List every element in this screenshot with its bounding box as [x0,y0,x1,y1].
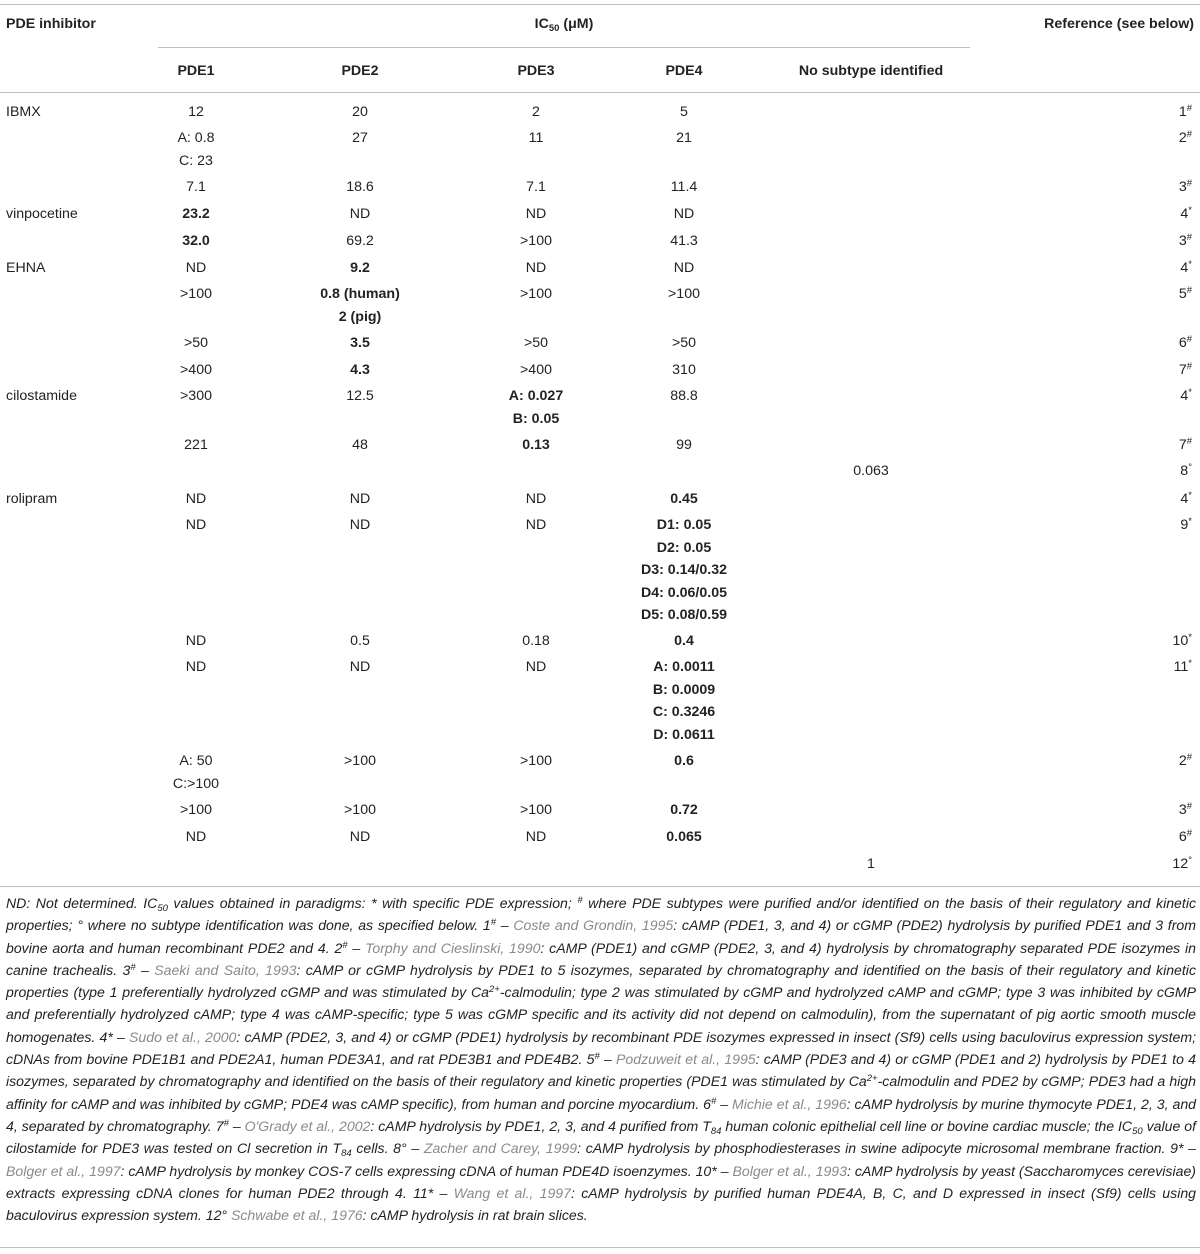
cell-value: C: 0.3246 [652,704,716,720]
header-col-pde1: PDE1 [177,63,215,79]
citation-link[interactable]: Bolger et al., 1993 [732,1162,847,1179]
reference-mark: # [1186,232,1192,243]
reference-cell [1179,283,1192,306]
cell-pde3 [520,750,552,773]
inhibitor-name: rolipram [6,491,58,507]
footnote-text: : cAMP hydrolysis by murine thymocyte PDE1, 2, 3, and 4, separated by chromatography. 7 [6,1095,1197,1134]
cell-value: 27 [352,130,368,146]
reference-cell [1179,332,1192,355]
cell-pde3 [520,283,552,306]
footnote-text: # [342,939,348,951]
cell-value: 69.2 [346,233,374,249]
cell-pde1 [180,385,212,408]
cell-value: 0.065 [666,829,702,845]
footnote-text: : cAMP (PDE2, 3, and 4) or cGMP (PDE1) hydrolysis by recombinant PDE isozymes expressed in insect (Sf9) cells using baculovirus expression system; cDNAs from bovine PDE1B1 and PDE2A1, human PDE3A1, and rat PDE3B1 and PDE4B2. 5 [6,1028,1197,1068]
cell-value: ND [349,829,371,845]
reference-mark: * [1188,658,1192,669]
cell-pde2 [350,203,371,226]
reference-number: 11 [1173,659,1189,675]
cell-pde3 [520,799,552,822]
cell-value: A: 0.0011 [653,659,715,675]
cell-pde3 [526,257,547,280]
table-bottom-rule [0,886,1200,887]
footnote-text: # [130,961,136,973]
cell-value: 0.063 [853,463,889,479]
cell-value: D3: 0.14/0.32 [641,562,727,578]
footnote-text: : cAMP (PDE1) and cGMP (PDE2, 3, and 4) hydrolysis by chromatography separated PDE isozymes in canine trachealis. 3 [6,939,1197,978]
reference-number: 9 [1180,517,1189,533]
reference-number: 4 [1180,206,1189,222]
footnote-text: 2+ [866,1073,878,1085]
cell-pde4 [672,359,696,382]
reference-cell [1180,460,1192,483]
reference-cell [1179,359,1192,382]
footnote-text: 84 [341,1148,352,1160]
cell-value: ND [349,491,371,507]
cell-nosub [853,460,889,483]
cell-value: D: 0.0611 [653,726,715,743]
inhibitor-name: vinpocetine [6,206,78,222]
cell-pde4 [668,283,700,306]
cell-value: >400 [180,362,212,378]
cell-pde1 [180,799,212,822]
cell-value: ND [185,260,207,276]
cell-value: 7.1 [186,179,206,195]
cell-value: >100 [520,753,552,769]
cell-value: >100 [668,286,700,302]
cell-pde1 [180,359,212,382]
cell-value: ND [525,829,547,845]
footnote-text: : cAMP hydrolysis by yeast (Saccharomyces cerevisiae) extracts expressing cDNA clones for human PDE2 through 4. 11* – [6,1162,1196,1201]
footnote-text: : cAMP hydrolysis in rat brain slices. [362,1207,588,1224]
cell-nosub [867,853,875,876]
cell-pde3 [524,332,548,355]
cell-value: ND [349,517,371,533]
cell-value: 1 [867,856,875,872]
cell-value: B: 0.05 [512,410,560,427]
cell-value: ND [525,491,547,507]
reference-cell [1179,799,1192,822]
cell-pde1 [182,203,210,226]
cell-pde4 [676,127,692,150]
cell-value: >50 [671,335,697,351]
footnote-text: : cAMP hydrolysis by monkey COS-7 cells expressing cDNA of human PDE4D isoenzymes. 10* – [120,1162,733,1179]
reference-number: 6 [1178,829,1187,845]
cell-value: 4.3 [350,362,370,378]
cell-value: 18.6 [346,179,374,195]
cell-value: 7.1 [526,179,546,195]
cell-pde3 [532,101,540,124]
reference-mark: # [1186,801,1192,812]
footnote-text: human colonic epithelial cell line or bovine cardiac muscle; the IC [721,1117,1133,1134]
cell-value: ND [525,659,547,675]
reference-number: 4 [1180,388,1189,404]
cell-pde3 [526,488,547,511]
inhibitor-name: EHNA [6,260,46,276]
cell-pde1 [186,176,206,199]
reference-cell [1180,385,1192,408]
footnote-text: – [347,939,366,956]
footnote-text: – [228,1117,245,1134]
cell-pde4 [680,101,688,124]
header-ic50: $IC_{50}$ (μM) [534,16,594,34]
citation-link[interactable]: Saeki and Saito, 1993 [154,961,297,978]
cell-pde2 [344,799,376,822]
cell-value: >50 [183,335,209,351]
cell-value: ND [185,517,207,533]
reference-number: 3 [1178,233,1187,249]
reference-number: 2 [1178,130,1187,146]
cell-value: 11.4 [670,179,698,195]
reference-cell [1179,434,1192,457]
cell-value: D5: 0.08/0.59 [641,607,727,623]
cell-pde4 [674,630,694,653]
cell-pde4 [666,826,702,849]
cell-value: ND [349,206,371,222]
cell-pde3 [526,203,547,226]
reference-cell [1180,257,1192,280]
reference-mark: # [1186,334,1192,345]
cell-value: >100 [180,802,212,818]
reference-mark: * [1188,259,1192,270]
reference-cell [1179,127,1192,150]
cell-pde1 [177,127,214,172]
citation-link[interactable]: Bolger et al., 1997 [6,1162,121,1179]
reference-mark: # [1186,178,1192,189]
cell-pde1 [184,332,208,355]
cell-pde1 [186,630,207,653]
reference-number: 3 [1178,802,1187,818]
cell-value: >100 [520,233,552,249]
cell-value: A: 0.027 [508,388,564,404]
footnote-text: : cAMP (PDE3 and 4) or cGMP (PDE1 and 2) hydrolysis by PDE1 to 4 isozymes, separated by chromatography and identified on the basis of their regulatory and kinetic properties (PDE1 was stimulated by Ca [6,1051,1196,1090]
reference-number: 1 [1178,104,1187,120]
reference-mark: * [1188,205,1192,216]
cell-value: 41.3 [670,233,698,249]
cell-value: 221 [184,437,208,453]
reference-number: 4 [1180,260,1189,276]
cell-value: ND [349,659,371,675]
footnote-text: value of cilostamide for PDE3 was tested on Cl secretion in T [6,1117,1196,1157]
cell-value: A: 0.8 [177,130,215,146]
footnote-text: ND: Not determined. IC [6,895,158,911]
reference-number: 3 [1178,179,1187,195]
reference-mark: # [1186,436,1192,447]
cell-value: >100 [520,286,552,302]
footnote-text: : cAMP hydrolysis by phosphodiesterases in swine adipocyte microsomal membrane fraction. 9* – [577,1140,1196,1157]
cell-value: 310 [672,362,696,378]
cell-value: 12 [188,104,204,120]
cell-value: 0.5 [350,633,370,649]
cell-pde4 [670,799,698,822]
cell-value: D2: 0.05 [656,539,712,556]
cell-pde4 [670,488,698,511]
footnote-text: cells. 8° – [351,1140,424,1157]
reference-cell [1173,630,1192,653]
cell-value: >100 [344,753,376,769]
cell-pde1 [173,750,219,795]
reference-cell [1179,750,1192,773]
reference-cell [1180,514,1192,537]
reference-mark: # [1186,361,1192,372]
cell-value: 32.0 [182,233,210,249]
header-bottom-rule [0,92,1200,93]
cell-pde4 [670,385,698,408]
cell-pde1 [180,283,212,306]
cell-pde3 [522,434,550,457]
reference-number: 12 [1172,856,1189,872]
footnote-text: 50 [1132,1125,1143,1137]
cell-pde3 [526,514,547,537]
header-reference: Reference (see below) [1044,16,1194,32]
cell-pde1 [182,230,210,253]
cell-pde2 [350,656,371,679]
ic50-header-rule [158,47,970,48]
cell-pde2 [346,230,374,253]
footnote-bottom-rule [0,1247,1200,1248]
reference-mark: ° [1188,462,1192,473]
footnote-text: : cAMP or cGMP hydrolysis by PDE1 to 5 isozymes, separated by chromatography and identified on the basis of their regulatory and kinetic properties (type 1 preferentially hydrolyzed cGMP and was stimulated by Ca [6,961,1196,1001]
cell-pde3 [520,230,552,253]
cell-value: ND [673,260,695,276]
cell-value: 21 [676,130,692,146]
cell-pde4 [670,230,698,253]
reference-number: 7 [1178,437,1187,453]
cell-pde2 [350,514,371,537]
header-pde-inhibitor: PDE inhibitor [6,16,96,32]
citation-link[interactable]: Wang et al., 1997 [453,1184,571,1201]
header-col-pde3: PDE3 [517,63,555,79]
reference-mark: # [1186,103,1192,114]
footnote-text: : cAMP (PDE1, 3, and 4) or cGMP (PDE2) hydrolysis by purified PDE1 and 3 from bovine aorta and human recombinant PDE2 and 4. 2 [6,917,1196,956]
reference-mark: # [1186,828,1192,839]
cell-value: 99 [676,437,692,453]
cell-value: B: 0.0009 [652,681,716,698]
footnote-text: 2+ [488,984,500,996]
cell-value: 3.5 [350,335,370,351]
cell-pde4 [674,257,695,280]
footnote-text: – [135,961,155,978]
cell-value: 2 (pig) [338,308,382,325]
cell-value: 23.2 [182,206,210,222]
table-top-rule [0,4,1200,5]
cell-value: >50 [523,335,549,351]
cell-pde2 [350,826,371,849]
cell-value: C: 23 [179,152,213,169]
footnote-text: where PDE subtypes were purified and/or identified on the basis of their regulatory and kinetic properties; ° where no subtype identification was done, as specified below. 1 [6,895,1196,934]
header-col-no-subtype: No subtype identified [798,63,944,79]
cell-pde4 [672,332,696,355]
reference-cell [1180,488,1192,511]
reference-mark: * [1188,516,1192,527]
reference-number: 8 [1180,463,1189,479]
cell-value: 5 [680,104,688,120]
cell-value: 88.8 [670,388,698,404]
reference-number: 10 [1172,633,1189,649]
footnote-text: # [490,917,497,929]
cell-value: >100 [520,802,552,818]
cell-pde4 [641,514,727,627]
cell-value: D4: 0.06/0.05 [641,584,727,601]
reference-number: 5 [1178,286,1187,302]
footnote-text: 84 [710,1125,722,1137]
citation-link[interactable]: O'Grady et al., 2002 [244,1117,371,1134]
cell-value: ND [673,206,695,222]
reference-mark: * [1188,490,1192,501]
footnote-text: 50 [157,903,168,914]
cell-pde2 [344,750,376,773]
cell-pde2 [346,176,374,199]
citation-link[interactable]: Michie et al., 1996 [732,1095,847,1112]
cell-value: 0.4 [674,633,694,649]
citation-link[interactable]: Zacher and Carey, 1999 [423,1140,578,1157]
cell-pde3 [526,176,546,199]
reference-cell [1180,203,1192,226]
reference-cell [1179,826,1192,849]
cell-value: 0.18 [522,633,550,649]
cell-value: 9.2 [350,260,370,276]
inhibitor-name: IBMX [6,104,41,120]
cell-value: >100 [344,802,376,818]
cell-value: ND [525,260,547,276]
footnote-text: – [716,1095,733,1112]
cell-pde1 [186,656,207,679]
cell-value: 0.45 [670,491,698,507]
cell-value: >300 [180,388,212,404]
citation-link[interactable]: Schwabe et al., 1976 [230,1207,363,1224]
cell-value: C:>100 [172,775,220,792]
citation-link[interactable]: Podzuweit et al., 1995 [616,1051,756,1068]
cell-pde3 [522,630,550,653]
reference-mark: # [1186,129,1192,140]
cell-pde2 [350,257,370,280]
reference-cell [1179,230,1192,253]
cell-pde1 [186,826,207,849]
citation-link[interactable]: Sudo et al., 2000 [129,1028,237,1045]
citation-link[interactable]: Torphy and Cieslinski, 1990 [365,939,541,956]
cell-pde4 [671,176,698,199]
cell-value: 0.6 [674,753,694,769]
cell-pde2 [352,127,368,150]
cell-value: 0.13 [522,437,550,453]
footnote-text: # [594,1051,600,1063]
cell-pde4 [674,750,694,773]
cell-pde2 [350,359,370,382]
reference-mark: * [1188,387,1192,398]
cell-pde4 [653,656,715,746]
cell-value: 0.8 (human) [320,286,400,302]
reference-number: 4 [1180,491,1189,507]
reference-cell [1174,656,1192,679]
reference-mark: # [1186,752,1192,763]
footnote-text: # [577,895,583,906]
footnote-text: -calmodulin; type 2 was stimulated by cGMP and hydrolyzed cAMP and cGMP; type 3 was inhibited by cGMP and preferentially hydrolyzed cAMP; type 4 was cAMP-specific; type 5 was cGMP specific and its activity did not depend on calmodulin), from the supernatant of pig aortic smooth muscle homogenates. 4* – [6,984,1196,1045]
cell-pde2 [320,283,400,328]
footnote-text: # [710,1095,717,1107]
cell-pde2 [352,101,368,124]
header-col-pde4: PDE4 [665,63,703,79]
cell-pde4 [676,434,692,457]
cell-pde1 [186,514,207,537]
cell-value: 2 [532,104,540,120]
reference-number: 2 [1178,753,1187,769]
cell-value: ND [525,517,547,533]
citation-link[interactable]: Coste and Grondin, 1995 [513,917,674,934]
cell-value: 20 [352,104,368,120]
cell-value: 0.72 [670,802,698,818]
footnote-text: values obtained in paradigms: * with specific PDE expression; [167,895,578,911]
cell-pde2 [350,332,370,355]
inhibitor-name: cilostamide [6,388,77,404]
cell-pde1 [188,101,204,124]
cell-pde1 [186,257,207,280]
table-footnote [6,892,1196,1226]
cell-value: D1: 0.05 [656,517,712,533]
cell-pde2 [346,385,374,408]
cell-value: >400 [520,362,552,378]
cell-value: ND [185,829,207,845]
cell-value: ND [185,491,207,507]
cell-pde1 [186,488,207,511]
header-col-pde2: PDE2 [341,63,379,79]
cell-value: 48 [352,437,368,453]
cell-pde3 [526,826,547,849]
cell-pde2 [350,488,371,511]
reference-mark: # [1186,285,1192,296]
cell-pde4 [674,203,695,226]
footnote-text: – [599,1051,617,1068]
cell-pde3 [520,359,552,382]
reference-cell [1179,176,1192,199]
cell-pde3 [526,656,547,679]
reference-mark: * [1188,632,1192,643]
footnote-text: : cAMP hydrolysis by PDE1, 2, 3, and 4 purified from T [370,1117,711,1134]
footnote-text: -calmodulin and PDE2 by cGMP; PDE3 had a high affinity for cAMP and was inhibited by cGMP; PDE4 was cAMP specific), from human and porcine myocardium. 6 [6,1073,1196,1112]
footnote-text: – [496,917,514,934]
cell-pde2 [350,630,370,653]
cell-value: ND [525,206,547,222]
cell-pde2 [352,434,368,457]
cell-value: 11 [528,130,544,146]
cell-value: >100 [180,286,212,302]
cell-value: A: 50 [179,753,213,769]
footnote-text: # [223,1117,229,1129]
reference-cell [1179,101,1192,124]
cell-pde3 [509,385,563,430]
reference-cell [1172,853,1192,876]
cell-pde1 [184,434,208,457]
cell-pde3 [529,127,544,150]
cell-value: ND [185,659,207,675]
cell-value: 12.5 [346,388,374,404]
footnote-text: : cAMP hydrolysis by purified human PDE4A, B, C, and D expressed in insect (Sf9) cells using baculovirus expression system. 12° [6,1184,1197,1224]
reference-mark: ° [1188,855,1192,866]
reference-number: 6 [1178,335,1187,351]
reference-number: 7 [1178,362,1187,378]
cell-value: ND [185,633,207,649]
